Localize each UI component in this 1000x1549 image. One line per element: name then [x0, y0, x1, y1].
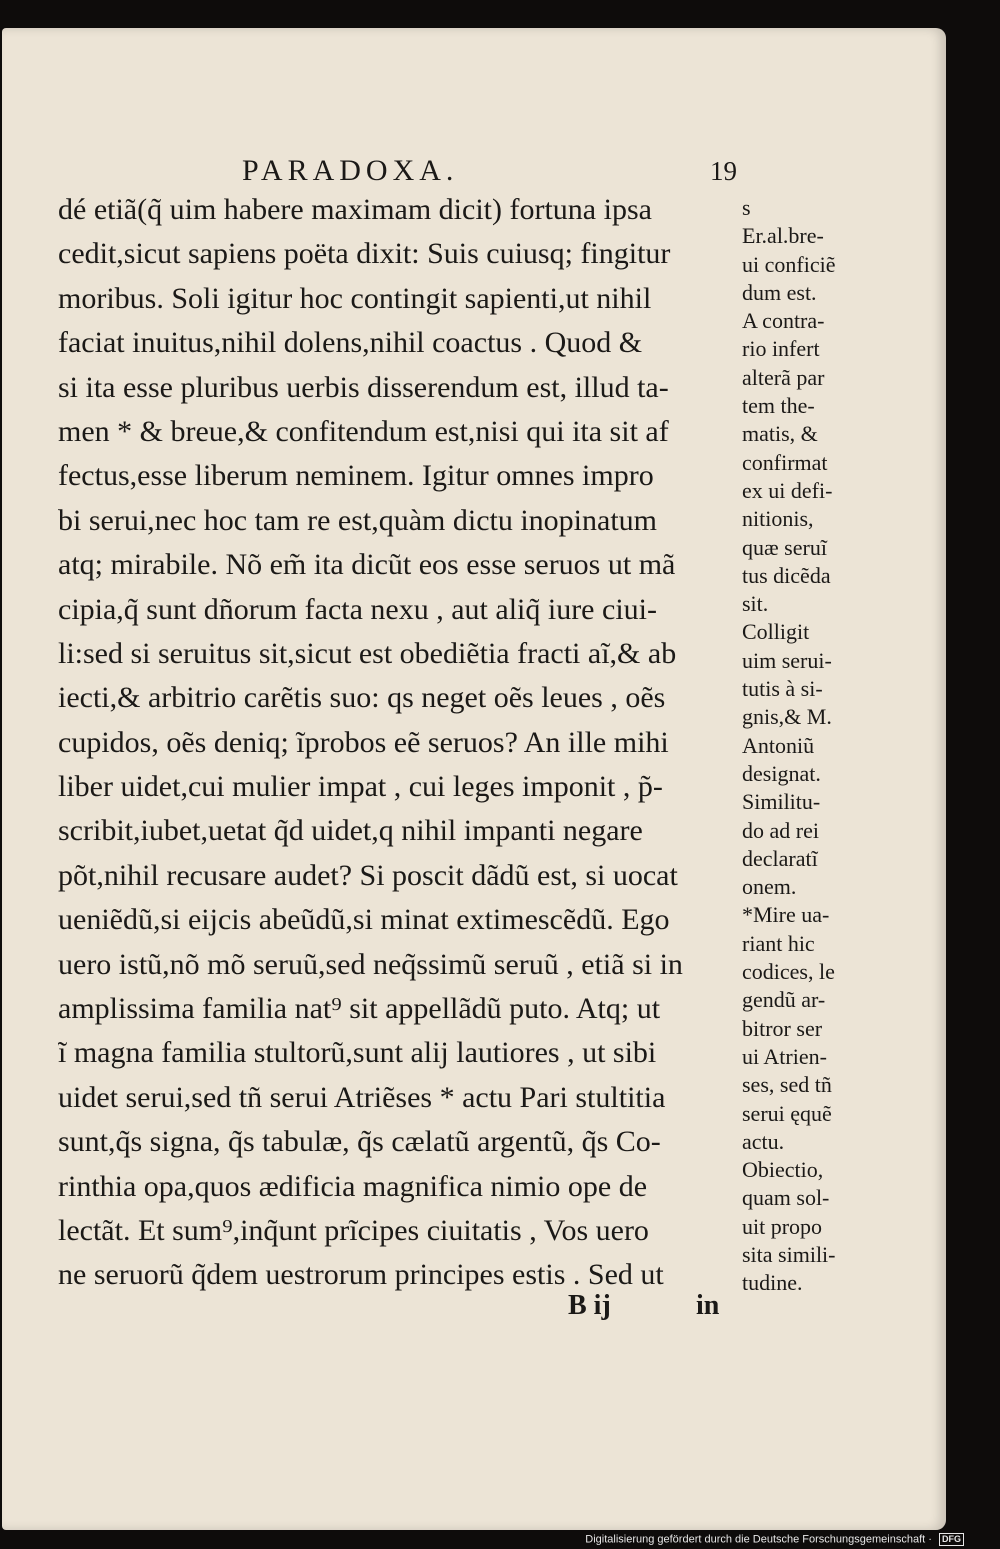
margin-note-line: ui Atrien- — [742, 1043, 827, 1069]
text-line: atq; mirabile. Nõ em̃ ita dicũt eos esse seruos ut mã — [58, 548, 676, 582]
margin-note-line: gnis,& M. — [742, 704, 832, 730]
margin-note-line: Similitu- — [742, 789, 821, 815]
text-line: iecti,& arbitrio carẽtis suo: qs neget oẽs leues , oẽs — [58, 681, 666, 715]
text-line: amplissima familia nat⁹ sit appellãdũ puto. Atq; ut — [58, 992, 661, 1026]
margin-note-line: sita simili- — [742, 1241, 836, 1267]
text-line: liber uidet,cui mulier impat , cui leges imponit , p̃- — [58, 770, 663, 804]
main-text-block — [58, 188, 738, 1298]
margin-note-line: tutis à si- — [742, 676, 823, 702]
text-line: si ita esse pluribus uerbis disserendum est, illud ta- — [58, 370, 669, 404]
signature-mark: B ij — [568, 1290, 611, 1321]
margin-note-line: sit. — [742, 591, 769, 617]
margin-note-line: designat. — [742, 760, 821, 786]
margin-note-line: quæ seruĩ — [742, 534, 827, 560]
text-line: cupidos, oẽs deniq; ĩprobos eẽ seruos? An ille mihi — [58, 725, 669, 759]
text-line: faciat inuitus,nihil dolens,nihil coactus . Quod & — [58, 326, 643, 360]
margin-note-line: Er.al.bre- — [742, 223, 824, 249]
margin-note-line: tus dicẽda — [742, 562, 831, 588]
margin-note-line: Antoniũ — [742, 732, 815, 758]
text-line: scribit,iubet,uetat q̃d uidet,q nihil impanti negare — [58, 814, 643, 848]
margin-note-line: rio infert — [742, 336, 820, 362]
margin-note-line: ex ui defi- — [742, 477, 833, 503]
book-page — [2, 28, 946, 1530]
text-line: rinthia opa,quos ædificia magnifica nimio ope de — [58, 1169, 648, 1203]
margin-note-line: actu. — [742, 1128, 785, 1154]
dfg-logo: DFG — [939, 1533, 964, 1546]
margin-note-line: do ad rei — [742, 817, 819, 843]
margin-note-line: tem the- — [742, 393, 815, 419]
margin-note-line: s — [742, 195, 751, 220]
text-line: moribus. Soli igitur hoc contingit sapienti,ut nihil — [58, 281, 652, 315]
margin-note-line: bitror ser — [742, 1015, 823, 1041]
margin-note-line: Colligit — [742, 619, 810, 645]
catchword: in — [696, 1290, 720, 1321]
margin-note-line: uit propo — [742, 1213, 823, 1239]
text-line: cipia,q̃ sunt dñorum facta nexu , aut aliq̃ iure ciui- — [58, 592, 657, 626]
margin-note-line: onem. — [742, 874, 797, 900]
text-line: põt,nihil recusare audet? Si poscit dãdũ est, si uocat — [58, 858, 678, 892]
margin-note-line: codices, le — [742, 959, 835, 985]
credit-text: Digitalisierung gefördert durch die Deutsche Forschungsgemeinschaft · — [585, 1533, 932, 1546]
margin-note-line: A contra- — [742, 308, 825, 334]
margin-note-line: Obiectio, — [742, 1157, 824, 1183]
margin-note-line: *Mire ua- — [742, 902, 830, 928]
text-line: sunt,q̃s signa, q̃s tabulæ, q̃s cælatũ argentũ, q̃s Co- — [58, 1125, 661, 1159]
margin-note-line: confirmat — [742, 449, 828, 475]
text-line: men * & breue,& confitendum est,nisi qui ita sit af — [58, 414, 669, 448]
margin-note-line: dum est. — [742, 279, 817, 305]
margin-note-line: declaratĩ — [742, 845, 818, 871]
margin-note-line: uim serui- — [742, 647, 832, 673]
margin-note-line: serui ęquẽ — [742, 1100, 832, 1126]
margin-notes — [742, 194, 876, 1298]
text-line: uidet serui,sed tñ serui Atriẽses * actu Pari stultitia — [58, 1080, 666, 1114]
digitization-credit — [585, 1533, 964, 1546]
text-line: cedit,sicut sapiens poëta dixit: Suis cuiusq; fingitur — [58, 237, 671, 271]
text-line: lectãt. Et sum⁹,inq̃unt prĩcipes ciuitatis , Vos uero — [58, 1213, 649, 1247]
catchword-line — [2, 1290, 946, 1330]
text-line: ĩ magna familia stultorũ,sunt alij lautiores , ut sibi — [58, 1036, 657, 1070]
margin-note-line: quam sol- — [742, 1185, 830, 1211]
text-line: li:sed si seruitus sit,sicut est obediẽtia fracti aĩ,& ab — [58, 636, 677, 670]
margin-note-line: nitionis, — [742, 506, 814, 532]
text-line: ne seruorũ q̃dem uestrorum principes estis . Sed ut — [58, 1258, 664, 1292]
text-line: ueniẽdũ,si eijcis abeũdũ,si minat extimescẽdũ. Ego — [58, 903, 670, 937]
page-number: 19 — [710, 156, 737, 186]
margin-note-line: ui conficiẽ — [742, 251, 836, 277]
text-line: uero istũ,nõ mõ seruũ,sed neq̃ssimũ seruũ , etiã si in — [58, 947, 683, 981]
margin-note-line: alterã par — [742, 364, 825, 390]
margin-note-line: riant hic — [742, 930, 815, 956]
margin-note-line: tudine. — [742, 1270, 803, 1296]
text-line: bi serui,nec hoc tam re est,quàm dictu inopinatum — [58, 503, 658, 537]
margin-note-line: ses, sed tñ — [742, 1072, 832, 1098]
text-line: dé etiã(q̃ uim habere maximam dicit) fortuna ipsa — [58, 193, 652, 226]
text-line: fectus,esse liberum neminem. Igitur omnes impro — [58, 459, 654, 493]
margin-note-line: gendũ ar- — [742, 987, 826, 1013]
margin-note-line: matis, & — [742, 421, 818, 447]
running-title: PARADOXA. — [242, 154, 459, 187]
